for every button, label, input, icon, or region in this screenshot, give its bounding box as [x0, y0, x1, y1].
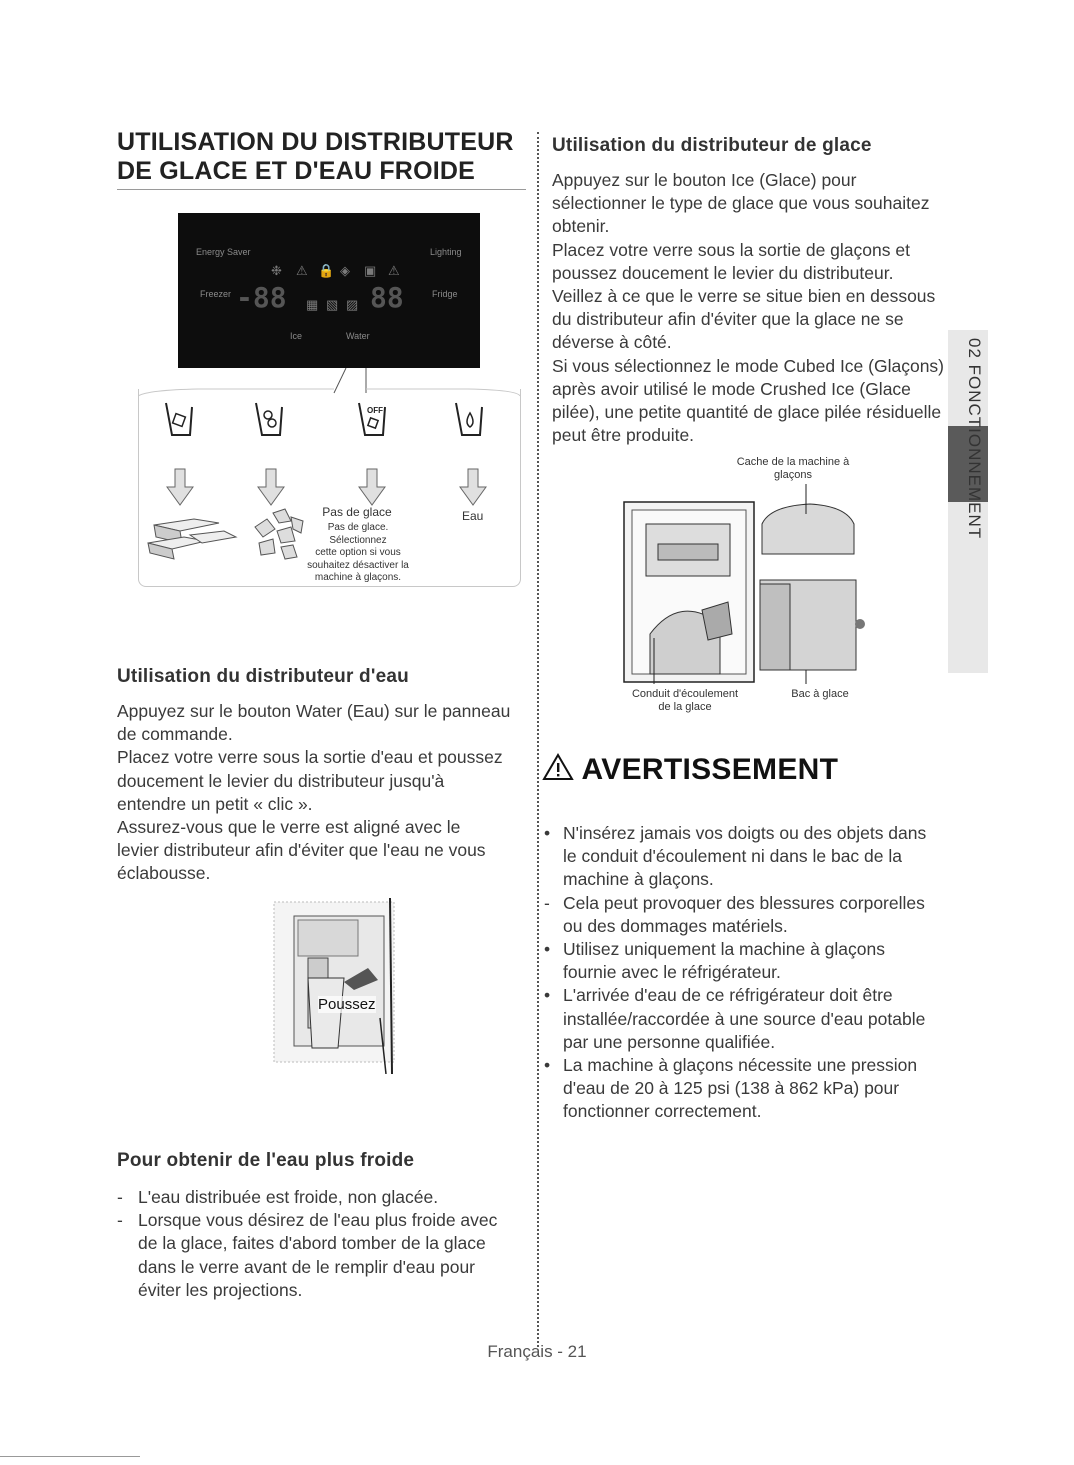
body-line: éclabousse.	[117, 863, 211, 884]
fridge-temp-display: 88	[370, 281, 404, 314]
body-line: déverse à côté.	[552, 332, 672, 353]
list-item-line: Utilisez uniquement la machine à glaçons	[563, 939, 885, 960]
alarm-icon: ⚠	[296, 263, 308, 278]
list-item-line: machine à glaçons.	[563, 869, 714, 890]
svg-text:OFF: OFF	[367, 406, 383, 415]
ice-off-mode-icon	[357, 401, 387, 439]
ice-chute-label	[610, 688, 760, 714]
water-dispenser-text	[117, 700, 527, 886]
list-marker: -	[117, 1210, 123, 1231]
no-ice-title: Pas de glace	[322, 505, 392, 519]
cubed-ice-mode-icon	[164, 401, 194, 439]
list-item-line: éviter les projections.	[138, 1279, 303, 1300]
list-item-line: par une personne qualifiée.	[563, 1031, 776, 1052]
freezer-label: Freezer	[200, 289, 232, 299]
list-item	[542, 1054, 952, 1124]
list-item-line: L'eau distribuée est froide, non glacée.	[138, 1187, 439, 1207]
list-marker: •	[544, 1055, 551, 1076]
wifi-icon: ❉	[271, 263, 282, 278]
crushed-ice-mode-icon	[254, 401, 284, 439]
body-line: obtenir.	[552, 216, 610, 237]
body-line: Appuyez sur le bouton Ice (Glace) pour	[552, 170, 857, 190]
label-line: de la glace	[658, 701, 712, 713]
list-marker: •	[544, 823, 551, 843]
no-ice-description-line: cette option si vous	[315, 547, 401, 558]
list-item	[542, 938, 952, 984]
down-arrow-icon	[357, 467, 387, 507]
body-line: peut être produite.	[552, 425, 695, 446]
list-item-line: La machine à glaçons nécessite une pression	[563, 1055, 918, 1076]
ice-dispenser-heading: Utilisation du distributeur de glace	[552, 135, 872, 156]
body-line: Si vous sélectionnez le mode Cubed Ice (Glaçons)	[552, 355, 945, 376]
fridge-label: Fridge	[432, 289, 458, 299]
body-line: de commande.	[117, 724, 233, 745]
label-line: Conduit d'écoulement	[631, 688, 739, 700]
list-item-line: fonctionner correctement.	[563, 1101, 762, 1122]
energy-saver-label: Energy Saver	[196, 247, 251, 257]
list-item	[542, 892, 952, 938]
title-underline	[117, 189, 526, 190]
water-dispenser-heading: Utilisation du distributeur d'eau	[117, 666, 409, 687]
list-marker: -	[117, 1187, 123, 1207]
list-item-line: le conduit d'écoulement ni dans le bac de la	[563, 846, 902, 867]
body-line: Placez votre verre sous la sortie d'eau et poussez	[117, 747, 503, 768]
body-line: entendre un petit « clic ».	[117, 793, 313, 814]
body-line: du distributeur afin d'éviter que la glace ne se	[552, 309, 904, 330]
chapter-tab-label: 02 FONCTIONNEMENT	[965, 338, 984, 540]
body-line: Placez votre verre sous la sortie de glaçons et	[552, 239, 910, 260]
freezer-temp-display: -88	[236, 281, 287, 314]
column-divider	[537, 132, 539, 1347]
list-item	[542, 984, 952, 1054]
down-arrow-icon	[165, 467, 195, 507]
no-ice-description-line: Pas de glace. Sélectionnez	[327, 522, 389, 546]
ice-dispenser-text	[552, 169, 947, 447]
lock-icon: 🔒	[318, 263, 335, 278]
down-arrow-icon	[458, 467, 488, 507]
lighting-label: Lighting	[430, 247, 462, 257]
list-item-line: d'eau de 20 à 125 psi (138 à 862 kPa) pour	[563, 1078, 900, 1099]
page-footer: Français - 21	[487, 1342, 587, 1361]
list-item-line: ou des dommages matériels.	[563, 915, 788, 936]
water-mode-icon	[454, 401, 484, 439]
body-line: pilée), une petite quantité de glace pilée résiduelle	[552, 402, 942, 423]
list-item-line: dans le verre avant de le remplir d'eau pour	[138, 1256, 476, 1277]
ice-bucket-label: Bac à glace	[791, 688, 849, 700]
colder-water-list	[117, 1186, 527, 1302]
body-line: doucement le levier du distributeur jusqu'à	[117, 770, 445, 791]
ice-cubes-image	[144, 507, 239, 567]
list-item-line: Lorsque vous désirez de l'eau plus froide avec	[138, 1210, 498, 1231]
section-title-line-2: DE GLACE ET D'EAU FROIDE	[117, 157, 475, 185]
body-line: Assurez-vous que le verre est aligné avec le	[117, 817, 461, 838]
power-icon: ⚠	[388, 263, 400, 278]
cubed-ice-icon: ▦	[306, 297, 319, 312]
list-item-line: N'insérez jamais vos doigts ou des objets dans	[563, 823, 927, 843]
down-arrow-icon	[256, 467, 286, 507]
body-line: sélectionner le type de glace que vous souhaitez	[552, 193, 930, 214]
list-item	[542, 822, 952, 892]
warning-title: AVERTISSEMENT	[581, 753, 839, 786]
filter-icon: ◈	[340, 263, 350, 278]
ice-maker-illustration	[610, 484, 880, 684]
ice-maker-cover-label	[708, 456, 878, 482]
crushed-ice-image	[247, 503, 309, 565]
no-ice-description-line: machine à glaçons.	[314, 572, 402, 583]
list-item-line: L'arrivée d'eau de ce réfrigérateur doit être	[563, 985, 893, 1006]
dispense-modes-box	[138, 389, 521, 587]
control-panel-illustration	[178, 213, 480, 368]
section-title	[117, 128, 527, 186]
list-item	[117, 1209, 527, 1302]
section-title-line-1: UTILISATION DU DISTRIBUTEUR	[117, 128, 514, 156]
water-caption: Eau	[462, 509, 484, 523]
list-item-line: fournie avec le réfrigérateur.	[563, 962, 781, 983]
no-ice-icon: ▨	[346, 297, 359, 312]
list-item-line: installée/raccordée à une source d'eau potable	[563, 1008, 926, 1029]
list-item-line: de la glace, faites d'abord tomber de la glace	[138, 1233, 486, 1254]
label-line: glaçons	[774, 469, 812, 481]
bottom-rule	[0, 1456, 140, 1457]
water-button-label: Water	[346, 331, 370, 341]
list-marker: •	[544, 939, 551, 960]
water-dispenser-illustration	[268, 898, 408, 1074]
warning-triangle-icon	[542, 753, 574, 781]
list-marker: -	[544, 892, 550, 913]
colder-water-heading: Pour obtenir de l'eau plus froide	[117, 1150, 415, 1171]
list-marker: •	[544, 985, 551, 1006]
label-line: Cache de la machine à	[736, 456, 850, 468]
no-ice-description	[303, 522, 413, 585]
no-ice-description-line: souhaitez désactiver la	[307, 559, 409, 571]
warning-heading	[542, 753, 838, 787]
list-item	[117, 1186, 527, 1209]
push-label: Poussez	[318, 996, 376, 1013]
warning-list	[542, 822, 952, 1124]
body-line: Appuyez sur le bouton Water (Eau) sur le panneau	[117, 701, 511, 721]
door-icon: ▣	[364, 263, 377, 278]
list-item-line: Cela peut provoquer des blessures corporelles	[563, 892, 925, 913]
body-line: levier distributeur afin d'éviter que l'eau ne vous	[117, 840, 486, 861]
ice-button-label: Ice	[290, 331, 303, 341]
body-line: poussez doucement le levier du distributeur.	[552, 262, 894, 283]
chapter-side-tab	[948, 330, 988, 673]
body-line: après avoir utilisé le mode Crushed Ice (Glace	[552, 378, 911, 399]
crushed-ice-icon: ▧	[326, 297, 339, 312]
body-line: Veillez à ce que le verre se situe bien en dessous	[552, 286, 936, 307]
